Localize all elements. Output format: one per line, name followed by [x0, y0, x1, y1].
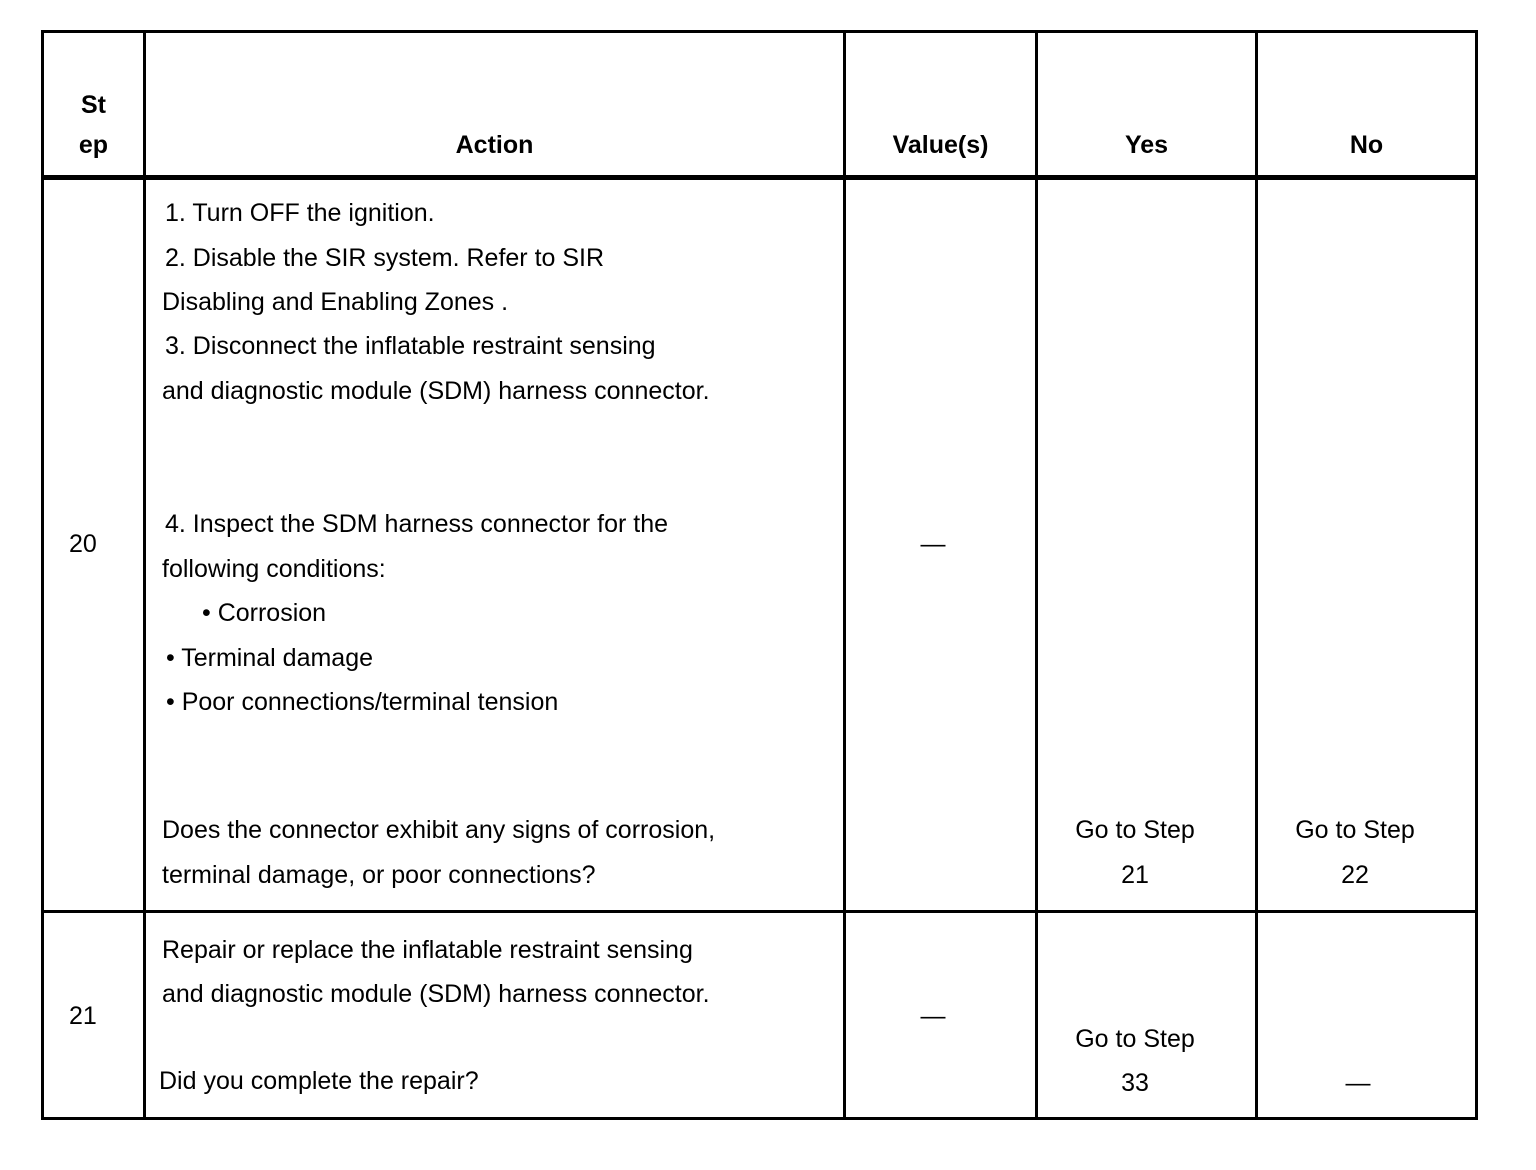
question-line: Does the connector exhibit any signs of corrosion, — [162, 816, 716, 844]
bullet-item: • Corrosion — [202, 599, 327, 627]
yes-step-number: 33 — [1121, 1069, 1149, 1097]
header-step-line2: ep — [78, 131, 109, 159]
action-line: and diagnostic module (SDM) harness connector. — [162, 377, 710, 405]
row-divider — [41, 910, 1478, 913]
header-action: Action — [455, 131, 534, 159]
bullet-item: • Poor connections/terminal tension — [166, 688, 559, 716]
action-line: 4. Inspect the SDM harness connector for the — [165, 510, 669, 538]
action-line: 1. Turn OFF the ignition. — [165, 199, 435, 227]
action-line: Disabling and Enabling Zones . — [162, 288, 509, 316]
action-line: 3. Disconnect the inflatable restraint sensing — [165, 332, 656, 360]
action-line: following conditions: — [162, 555, 386, 583]
header-values: Value(s) — [892, 131, 989, 159]
step-number: 21 — [69, 1002, 97, 1030]
table-left-border — [41, 30, 44, 1120]
no-dash: — — [1345, 1069, 1371, 1097]
question-line: Did you complete the repair? — [159, 1067, 479, 1095]
col-divider-step — [143, 30, 146, 1120]
question-line: terminal damage, or poor connections? — [162, 861, 596, 889]
yes-step-number: 21 — [1121, 861, 1149, 889]
col-divider-yes — [1255, 30, 1258, 1120]
table-right-border — [1475, 30, 1478, 1120]
header-step-line1: St — [81, 91, 106, 119]
table-bottom-border — [41, 1117, 1478, 1120]
col-divider-values — [1035, 30, 1038, 1120]
action-line: 2. Disable the SIR system. Refer to SIR — [165, 244, 605, 272]
table-top-border — [41, 30, 1478, 33]
header-yes: Yes — [1124, 131, 1169, 159]
col-divider-action — [843, 30, 846, 1120]
action-line: and diagnostic module (SDM) harness connector. — [162, 980, 710, 1008]
yes-go-to-step: Go to Step — [1075, 1025, 1195, 1053]
value-dash: — — [920, 1002, 946, 1030]
value-dash: — — [920, 530, 946, 558]
header-bottom-border — [41, 175, 1478, 180]
step-number: 20 — [69, 530, 97, 558]
bullet-item: • Terminal damage — [166, 644, 374, 672]
yes-go-to-step: Go to Step — [1075, 816, 1195, 844]
no-step-number: 22 — [1341, 861, 1369, 889]
no-go-to-step: Go to Step — [1295, 816, 1415, 844]
header-no: No — [1349, 131, 1384, 159]
action-line: Repair or replace the inflatable restraint sensing — [162, 936, 693, 964]
